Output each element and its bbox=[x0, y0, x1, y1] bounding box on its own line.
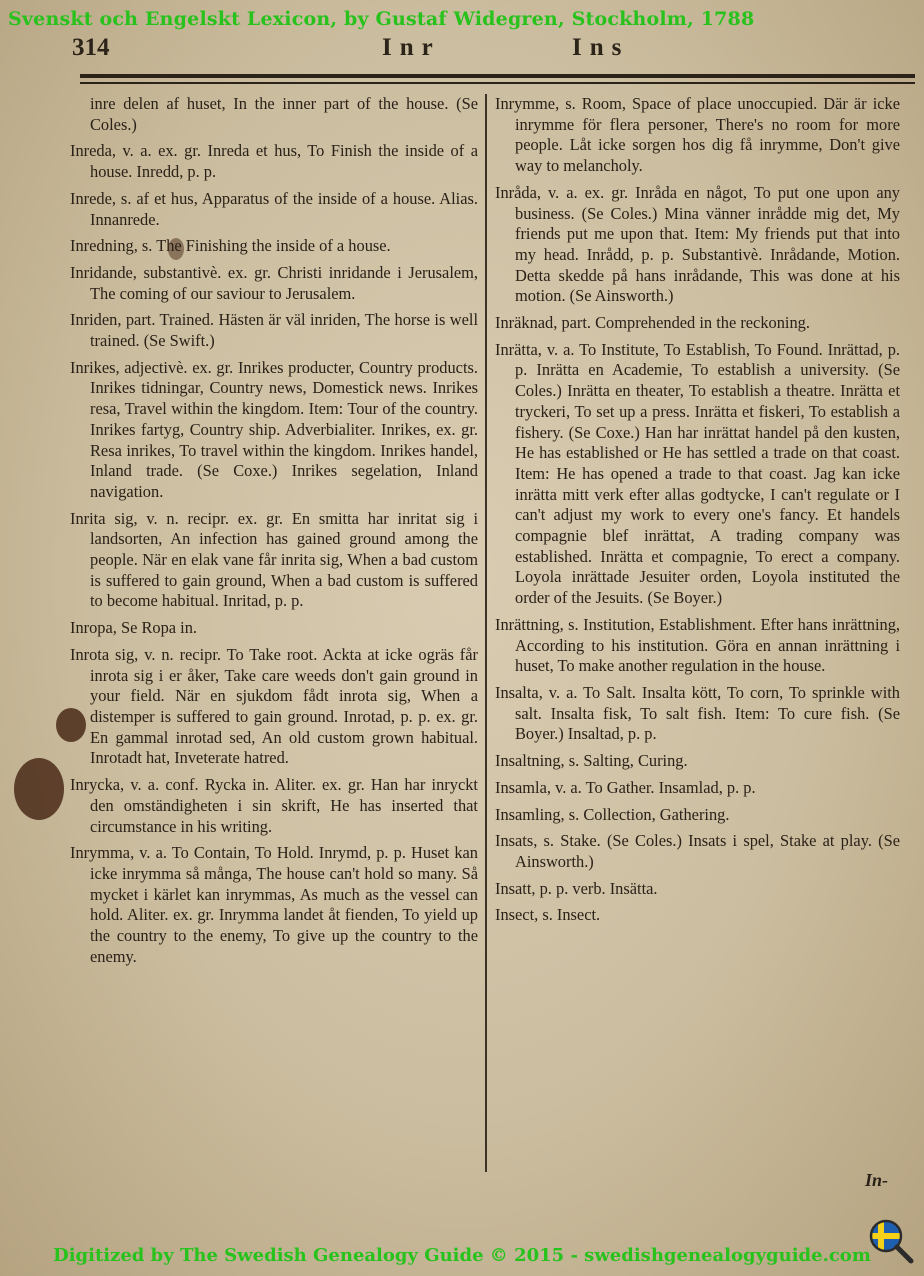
left-column bbox=[70, 94, 478, 973]
dictionary-entry: Insamling, s. Collection, Gathering. bbox=[495, 804, 730, 824]
dictionary-entry: Inriden, part. Trained. Hästen är väl inriden, The horse is well trained. (Se Swift.) bbox=[70, 310, 478, 351]
dictionary-entry: Inrita sig, v. n. recipr. ex. gr. En smitta har inritat sig i landsorten, An infection has gained ground among the people. När en elak vane får inrita sig, When a bad custom is suffered to gain ground, When a bad custom is suffered to become habitual. Inritad, p. p. bbox=[70, 508, 478, 611]
dictionary-entry: Inrätta, v. a. To Institute, To Establish, To Found. Inrättad, p. p. Inrätta en Academie, To establish a university. (Se Coles.) Inrätta en theater, To establish a theatre. Inrätta et tryckeri, To set up a press. Inrätta et fiskeri, To establish a fishery. (Se Coxe.) Han har inrättat handel på den kusten, He has established or He has settled a trade on that coast. Item: He has opened a trade to that coast. Jag kan icke inrätta mitt verk efter allas godtycke, I can't regulate or I can't adjust my work to every one's fancy. Et handels compagnie blef inrättat, A trading company was established. Inrätta et compagnie, To erect a company. Loyola inrättade Jesuiter orden, Loyola instituted the order of the Jesuits. (Se Boyer.) bbox=[495, 339, 900, 608]
dictionary-entry: Inråda, v. a. ex. gr. Inråda en något, To put one upon any business. (Se Coles.) Mina vänner inrådde mig det, My friends put me upon that. Item: My friends put that into my head. Inrådd, p. p. Substantivè. Inrådande, Motion. Detta skedde på hans inrådande, This was done at his motion. (Se Ainsworth.) bbox=[495, 182, 900, 306]
dictionary-entry: inre delen af huset, In the inner part of the house. (Se Coles.) bbox=[90, 94, 478, 134]
dictionary-entry: Inreda, v. a. ex. gr. Inreda et hus, To Finish the inside of a house. Inredd, p. p. bbox=[70, 141, 478, 182]
dictionary-entry: Inräknad, part. Comprehended in the reckoning. bbox=[495, 313, 810, 333]
running-head-left: Inr bbox=[382, 34, 441, 61]
dictionary-entry: Inrota sig, v. n. recipr. To Take root. Ackta at icke ogräs får inrota sig i er åker, Take care weeds don't gain ground in your field. När en sjukdom fådt inrota sig, When a distemper is suffered to gain ground. Inrotad, p. p. ex. gr. En gammal inrotad sed, An old custom grown habitual. Inrotadt hat, Inveterate hatred. bbox=[70, 644, 478, 768]
dictionary-entry: Insatt, p. p. verb. Insätta. bbox=[495, 878, 658, 898]
dictionary-entry: Insect, s. Insect. bbox=[495, 905, 601, 925]
footer-credit: Digitized by The Swedish Genealogy Guide © 2015 - swedishgenealogyguide.com bbox=[53, 1245, 871, 1266]
dictionary-entry: Inrymme, s. Room, Space of place unoccupied. Där är icke inrymme för flera personer, There's no room for more people. Låt icke sorgen hos dig få inrymme, Don't give way to melancholy. bbox=[495, 94, 900, 176]
page-number: 314 bbox=[72, 34, 110, 61]
dictionary-entry: Inrymma, v. a. To Contain, To Hold. Inrymd, p. p. Huset kan icke inrymma så många, The house can't hold so many. Så mycket i kärlet kan inrymmas, As much as the vessel can hold. Aliter. ex. gr. Inrymma landet åt fienden, To yield up the country to the enemy, To give up the country to the enemy. bbox=[70, 843, 478, 966]
dictionary-entry: Inridande, substantivè. ex. gr. Christi inridande i Jerusalem, The coming of our saviour to Jerusalem. bbox=[70, 262, 478, 303]
dictionary-entry: Inrättning, s. Institution, Establishment. Efter hans inrättning, According to his institution. Göra en annan inrättning i huset, To make another regulation in the house. bbox=[495, 614, 900, 676]
column-separator bbox=[485, 94, 487, 1172]
ink-stain bbox=[14, 758, 64, 820]
header-rule-thin bbox=[80, 82, 915, 84]
dictionary-entry: Inropa, Se Ropa in. bbox=[70, 618, 198, 638]
dictionary-entry: Insats, s. Stake. (Se Coles.) Insats i spel, Stake at play. (Se Ainsworth.) bbox=[495, 831, 900, 871]
dictionary-entry: Insaltning, s. Salting, Curing. bbox=[495, 751, 688, 771]
right-column bbox=[495, 94, 900, 932]
running-head-right: Ins bbox=[572, 34, 630, 61]
dictionary-entry: Inrikes, adjectivè. ex. gr. Inrikes producter, Country products. Inrikes tidningar, Country news, Domestick news. Inrikes resa, Travel within the kingdom. Item: Tour of the country. Inrikes fartyg, Country ship. Adverbialiter. Inrikes, ex. gr. Resa inrikes, To travel within the kingdom. Inrikes handel, Inland trade. (Se Coxe.) Inrikes segelation, Inland navigation. bbox=[70, 357, 478, 501]
header-rule-thick bbox=[80, 74, 915, 78]
dictionary-entry: Inrede, s. af et hus, Apparatus of the inside of a house. Alias. Innanrede. bbox=[70, 188, 478, 229]
catchword: In- bbox=[864, 1170, 888, 1190]
dictionary-entry: Inrycka, v. a. conf. Rycka in. Aliter. ex. gr. Han har inryckt den omständigheten i sin skrift, He has inserted that circumstance in his writing. bbox=[70, 775, 478, 836]
dictionary-entry: Insamla, v. a. To Gather. Insamlad, p. p. bbox=[495, 777, 756, 797]
dictionary-entry: Insalta, v. a. To Salt. Insalta kött, To corn, To sprinkle with salt. Insalta fisk, To salt fish. Item: To cure fish. (Se Boyer.) Insaltad, p. p. bbox=[495, 682, 900, 744]
dictionary-entry: Inredning, s. The Finishing the inside of a house. bbox=[70, 236, 391, 256]
banner-title: Svenskt och Engelskt Lexicon, by Gustaf Widegren, Stockholm, 1788 bbox=[8, 8, 755, 30]
